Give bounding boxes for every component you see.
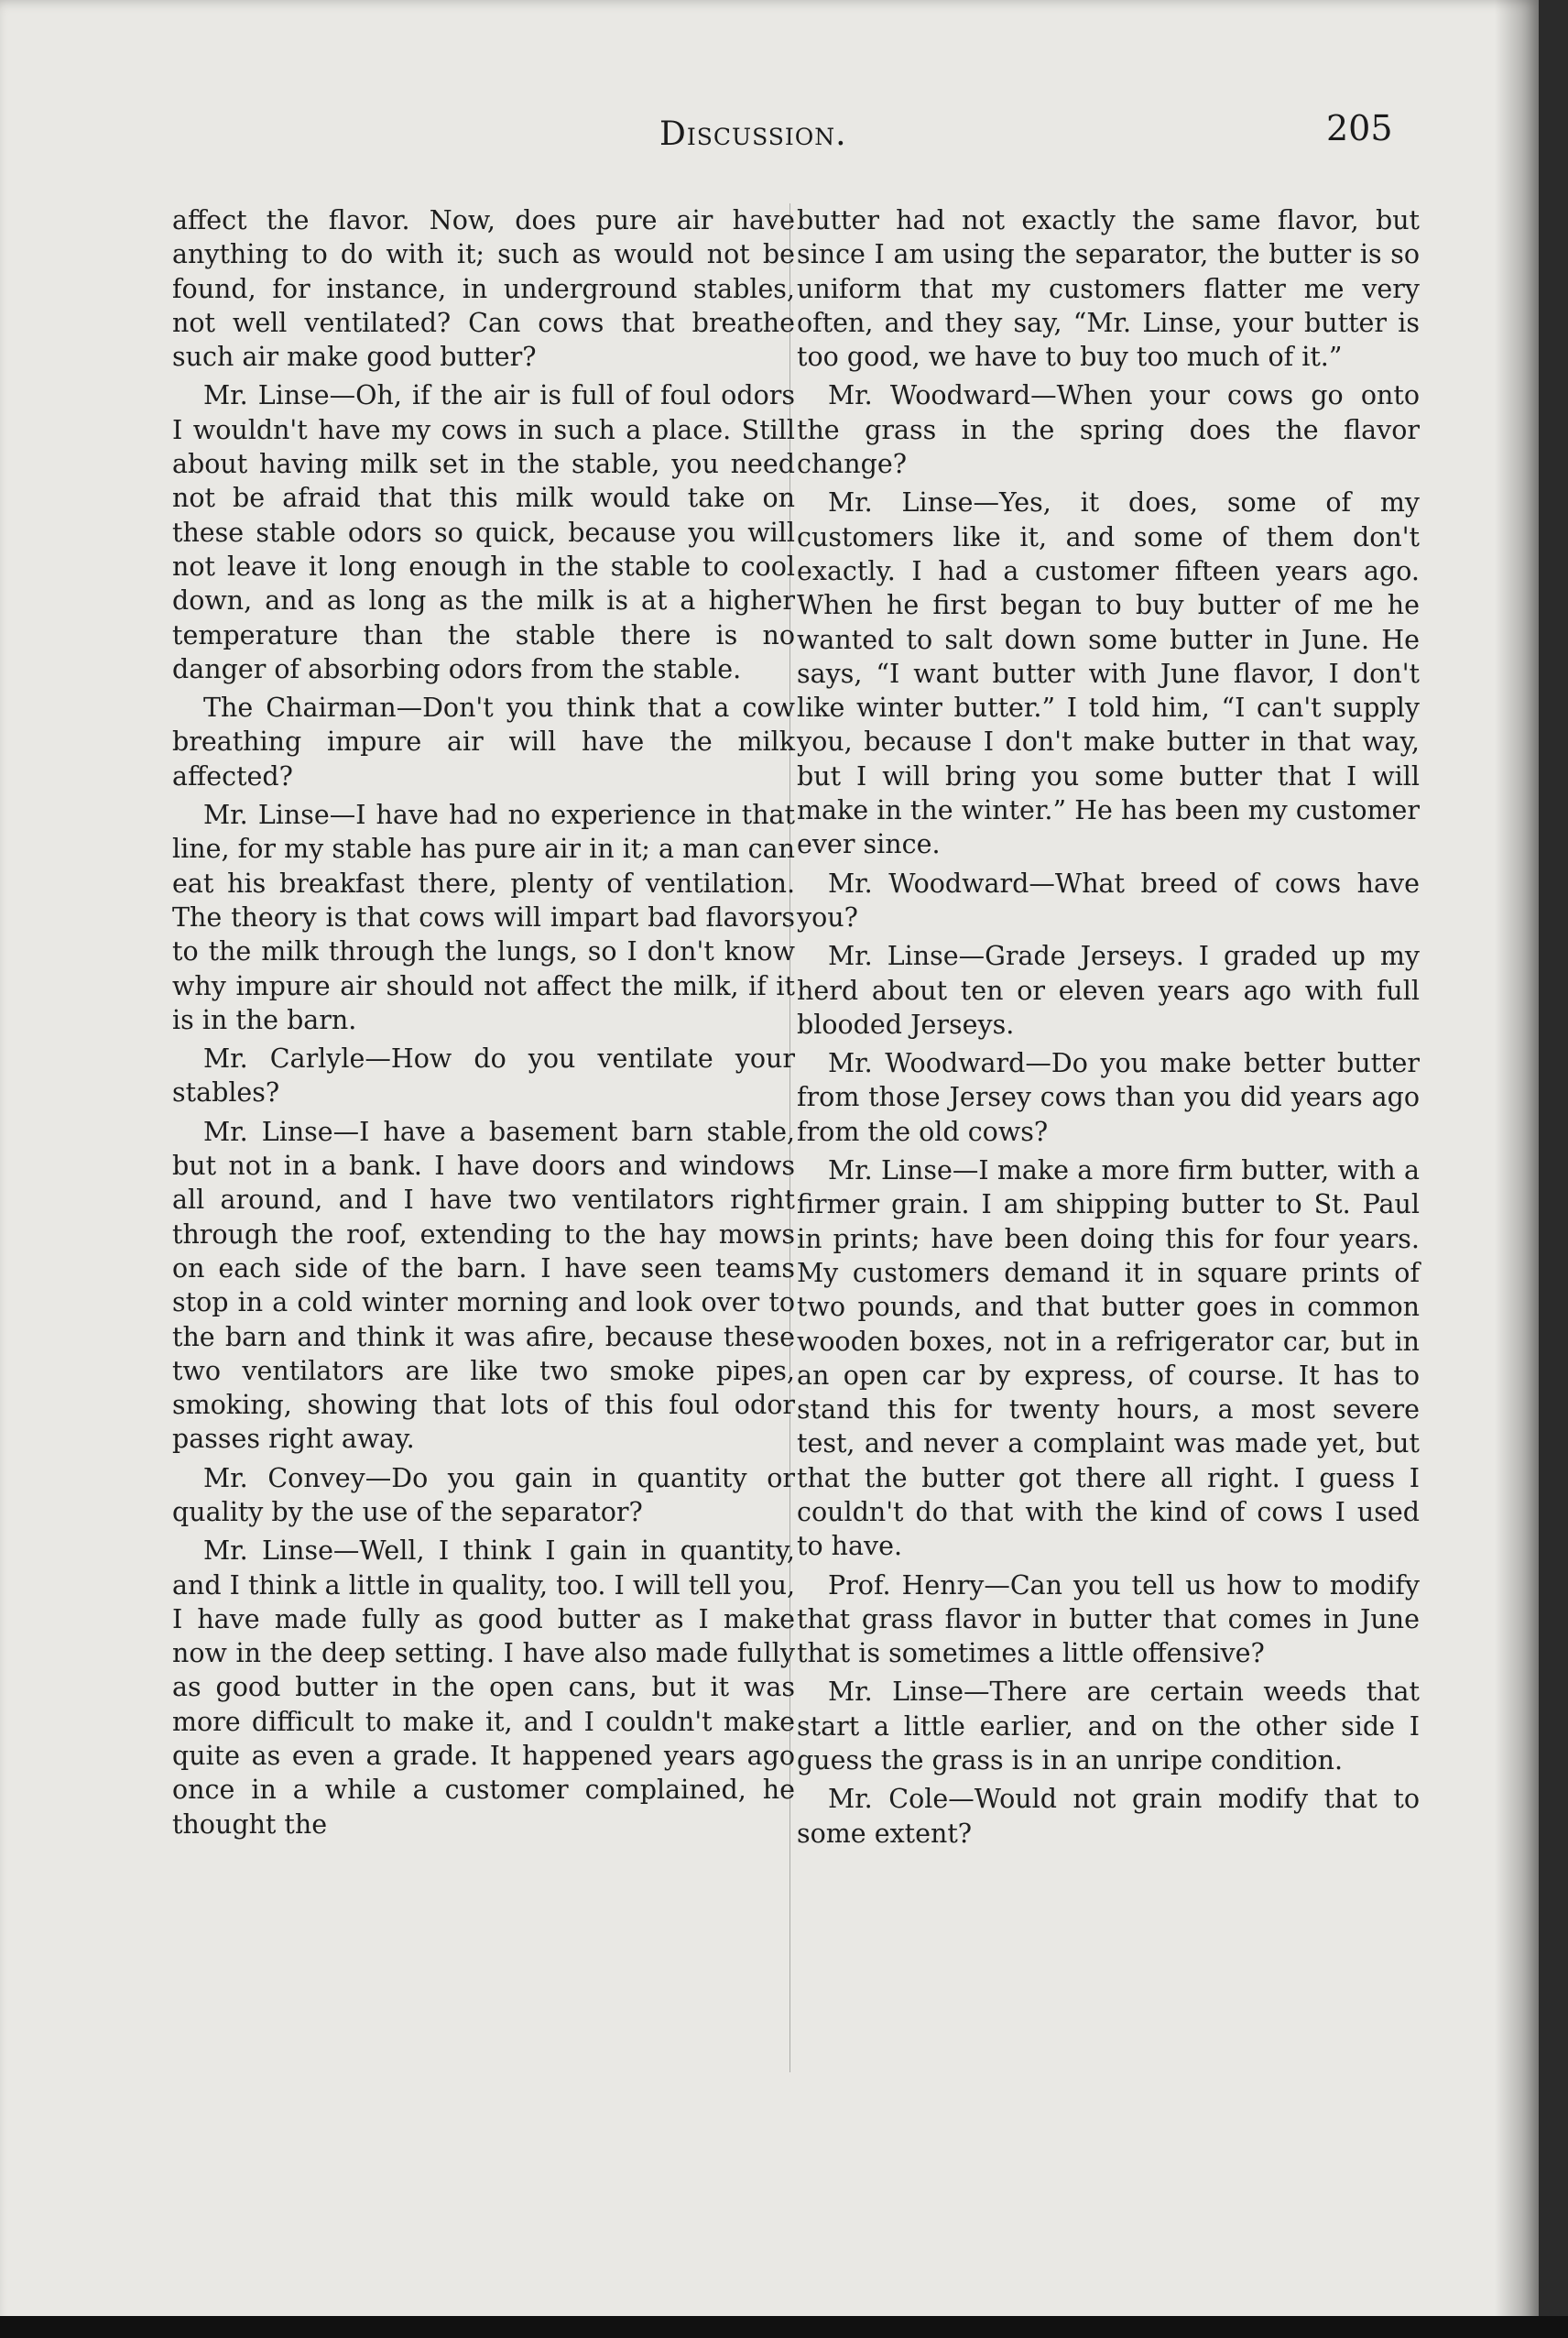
running-head: Discussion. bbox=[659, 115, 847, 153]
paragraph: Mr. Woodward—When your cows go onto the grass in the spring does the flavor change? bbox=[797, 380, 1420, 480]
paragraph: Mr. Woodward—What breed of cows have you? bbox=[797, 868, 1420, 933]
paragraph: The Chairman—Don't you think that a cow breathing impure air will have the milk affected? bbox=[172, 693, 795, 792]
paragraph: Prof. Henry—Can you tell us how to modify that grass flavor in butter that comes in June that is sometimes a little offensive? bbox=[797, 1569, 1420, 1669]
page-number: 205 bbox=[1326, 108, 1393, 148]
paragraph: Mr. Linse—Oh, if the air is full of foul odors I wouldn't have my cows in such a place. Still about having milk set in the stable, you need not be afraid that this milk would take on these stable odors so quick, because you will not leave it long enough in the stable to cool down, and as long as the milk is at a higher temperature than the stable there is no danger of absorbing odors from the stable. bbox=[172, 380, 795, 684]
paragraph: Mr. Linse—Yes, it does, some of my customers like it, and some of them don't exactly. I had a customer fifteen years ago. When he first began to buy butter of me he wanted to salt down some butter in June. He says, “I want butter with June flavor, I don't like winter butter.” I told him, “I can't supply you, because I don't make butter in that way, but I will bring you some butter that I will make in the winter.” He has been my customer ever since. bbox=[797, 487, 1420, 860]
paragraph: Mr. Linse—Grade Jerseys. I graded up my herd about ten or eleven years ago with full blooded Jerseys. bbox=[797, 941, 1420, 1040]
paragraph: Mr. Linse—Well, I think I gain in quantity, and I think a little in quality, too. I will tell you, I have made fully as good butter as I make now in the deep setting. I have also made fully as good butter in the open cans, but it was more difficult to make it, and I couldn't make quite as even a grade. It happened years ago once in a while a customer complained, he thought the bbox=[172, 1535, 795, 1840]
page-header bbox=[0, 108, 1539, 163]
column-divider bbox=[789, 203, 790, 2072]
paragraph: Mr. Linse—There are certain weeds that start a little earlier, and on the other side I guess the grass is in an unripe condition. bbox=[797, 1677, 1420, 1776]
page-edge-shadow bbox=[1495, 0, 1539, 2338]
paragraph: affect the flavor. Now, does pure air have anything to do with it; such as would not be found, for instance, in underground stables, not well ventilated? Can cows that breathe such air make good butter? bbox=[172, 205, 795, 373]
left-column bbox=[172, 203, 795, 1846]
right-column bbox=[797, 203, 1420, 1855]
paragraph: butter had not exactly the same flavor, but since I am using the separator, the butter is so uniform that my customers flatter me very often, and they say, “Mr. Linse, your butter is too good, we have to buy too much of it.” bbox=[797, 205, 1420, 373]
scan-bottom-border bbox=[0, 2316, 1568, 2338]
paragraph: Mr. Convey—Do you gain in quantity or quality by the use of the separator? bbox=[172, 1462, 795, 1527]
paragraph: Mr. Carlyle—How do you ventilate your stables? bbox=[172, 1043, 795, 1109]
paragraph: Mr. Linse—I have had no experience in that line, for my stable has pure air in it; a man can eat his breakfast there, plenty of ventilation. The theory is that cows will impart bad flavors to the milk through the lungs, so I don't know why impure air should not affect the milk, if it is in the barn. bbox=[172, 800, 795, 1035]
paragraph: Mr. Woodward—Do you make better butter from those Jersey cows than you did years ago from the old cows? bbox=[797, 1048, 1420, 1147]
paragraph: Mr. Cole—Would not grain modify that to some extent? bbox=[797, 1784, 1420, 1849]
paragraph: Mr. Linse—I have a basement barn stable, but not in a bank. I have doors and windows all around, and I have two ventilators right through the roof, extending to the hay mows on each side of the barn. I have seen teams stop in a cold winter morning and look over to the barn and think it was afire, because these two ventilators are like two smoke pipes, smoking, showing that lots of this foul odor passes right away. bbox=[172, 1116, 795, 1455]
paragraph: Mr. Linse—I make a more firm butter, with a firmer grain. I am shipping butter to St. Paul in prints; have been doing this for four years. My customers demand it in square prints of two pounds, and that butter goes in common wooden boxes, not in a refrigerator car, but in an open car by express, of course. It has to stand this for twenty hours, a most severe test, and never a complaint was made yet, but that the butter got there all right. I guess I couldn't do that with the kind of cows I used to have. bbox=[797, 1155, 1420, 1562]
